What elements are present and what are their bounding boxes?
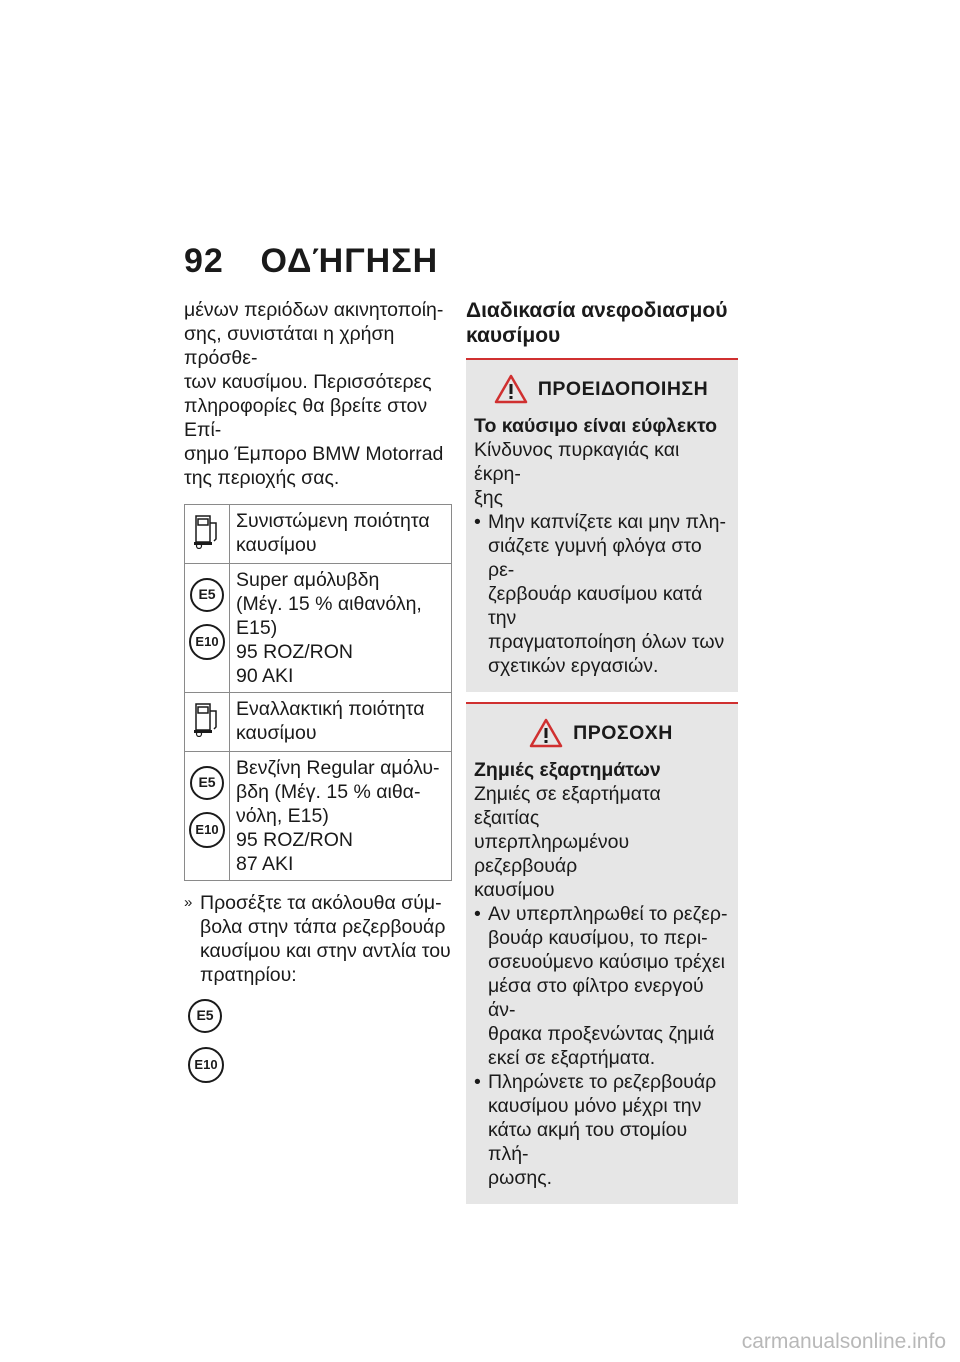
warning-triangle-icon: [494, 374, 528, 404]
recommended-quality-label: Συνιστώμενη ποιότητα καυσίμου: [230, 505, 452, 564]
fuel-symbol-badges: [188, 999, 452, 1083]
right-column: [466, 298, 738, 1204]
e5-badge-icon: E5: [188, 999, 222, 1033]
table-row: [185, 564, 452, 693]
left-column: [184, 298, 452, 1097]
caution-header: [474, 718, 728, 748]
page-number: 92: [184, 242, 224, 280]
bullet-text: Αν υπερπληρωθεί το ρεζερ- βουάρ καυσίμου, το περι- σσευούμενο καύσιμο τρέχει μέσα στο φίλτρο ενεργού άν- θρακα προξενώντας ζημιά εκεί σε εξαρτήματα.: [488, 903, 728, 1069]
alternative-fuel-spec: Βενζίνη Regular αμόλυ- βδη (Μέγ. 15 % αιθα- νόλη, E15) 95 ROZ/RON 87 AKI: [230, 752, 452, 881]
warning-label: ΠΡΟΕΙΔΟΠΟΙΗΣΗ: [537, 377, 709, 400]
warning-subhead: Το καύσιμο είναι εύφλεκτο: [474, 415, 718, 437]
fuel-quality-table: [184, 504, 452, 881]
recommended-fuel-spec: Super αμόλυβδη (Μέγ. 15 % αιθανόλη, E15) 95 ROZ/RON 90 AKI: [230, 564, 452, 693]
warning-triangle-icon: [529, 718, 563, 748]
bullet-text: Μην καπνίζετε και μην πλη- σιάζετε γυμνή φλόγα στο ρε- ζερβουάρ καυσίμου κατά την πραγματοποίηση όλων των σχετικών εργασιών.: [488, 511, 727, 677]
intro-paragraph: μένων περιόδων ακινητοποίη- σης, συνιστάται η χρήση πρόσθε- των καυσίμου. Περισσότερες πληροφορίες θα βρείτε στον Επί- σημο Έμπορο BMW Motorrad της περιοχής σας.: [184, 299, 444, 489]
caution-box: [466, 702, 738, 1204]
caution-label: ΠΡΟΣΟΧΗ: [573, 721, 673, 744]
fuel-pump-icon: [192, 701, 222, 737]
e10-badge-icon: E10: [189, 812, 225, 848]
e5-badge-icon: E5: [190, 578, 224, 612]
warning-box: [466, 358, 738, 692]
bullet-icon: •: [474, 511, 481, 533]
list-item: [474, 902, 728, 1070]
e10-badge-icon: E10: [188, 1047, 224, 1083]
fuel-pump-icon: [192, 513, 222, 549]
e5-badge-icon: E5: [190, 766, 224, 800]
badge-cell: [185, 564, 230, 693]
list-item: [474, 1070, 728, 1190]
bullet-icon: •: [474, 1071, 481, 1093]
list-item: [474, 510, 728, 678]
watermark: carmanualsonline.info: [741, 1330, 946, 1353]
step-text: Προσέξτε τα ακόλουθα σύμ- βολα στην τάπα ρεζερβουάρ καυσίμου και στην αντλία του πρατηρίου:: [200, 892, 451, 986]
table-row: [185, 693, 452, 752]
instruction-step: [184, 891, 452, 987]
bullet-text: Πληρώνετε το ρεζερβουάρ καυσίμου μόνο μέχρι την κάτω ακμή του στομίου πλή- ρωσης.: [488, 1071, 717, 1189]
badge-cell: [185, 752, 230, 881]
page-title: ΟΔΉΓΗΣΗ: [260, 242, 439, 280]
page-header: [184, 242, 438, 281]
step-marker: »: [184, 894, 193, 911]
warning-header: [474, 374, 728, 404]
table-row: [185, 505, 452, 564]
bullet-icon: •: [474, 903, 481, 925]
alternative-quality-label: Εναλλακτική ποιότητα καυσίμου: [230, 693, 452, 752]
caution-subhead: Ζημιές εξαρτημάτων: [474, 759, 661, 781]
section-title: Διαδικασία ανεφοδιασμού καυσίμου: [466, 299, 728, 347]
e10-badge-icon: E10: [189, 624, 225, 660]
table-row: [185, 752, 452, 881]
fuel-pump-cell: [185, 505, 230, 564]
caution-body: Ζημιές σε εξαρτήματα εξαιτίας υπερπληρωμένου ρεζερβουάρ καυσίμου: [474, 783, 661, 901]
warning-body: Κίνδυνος πυρκαγιάς και έκρη- ξης: [474, 439, 680, 509]
fuel-pump-cell: [185, 693, 230, 752]
